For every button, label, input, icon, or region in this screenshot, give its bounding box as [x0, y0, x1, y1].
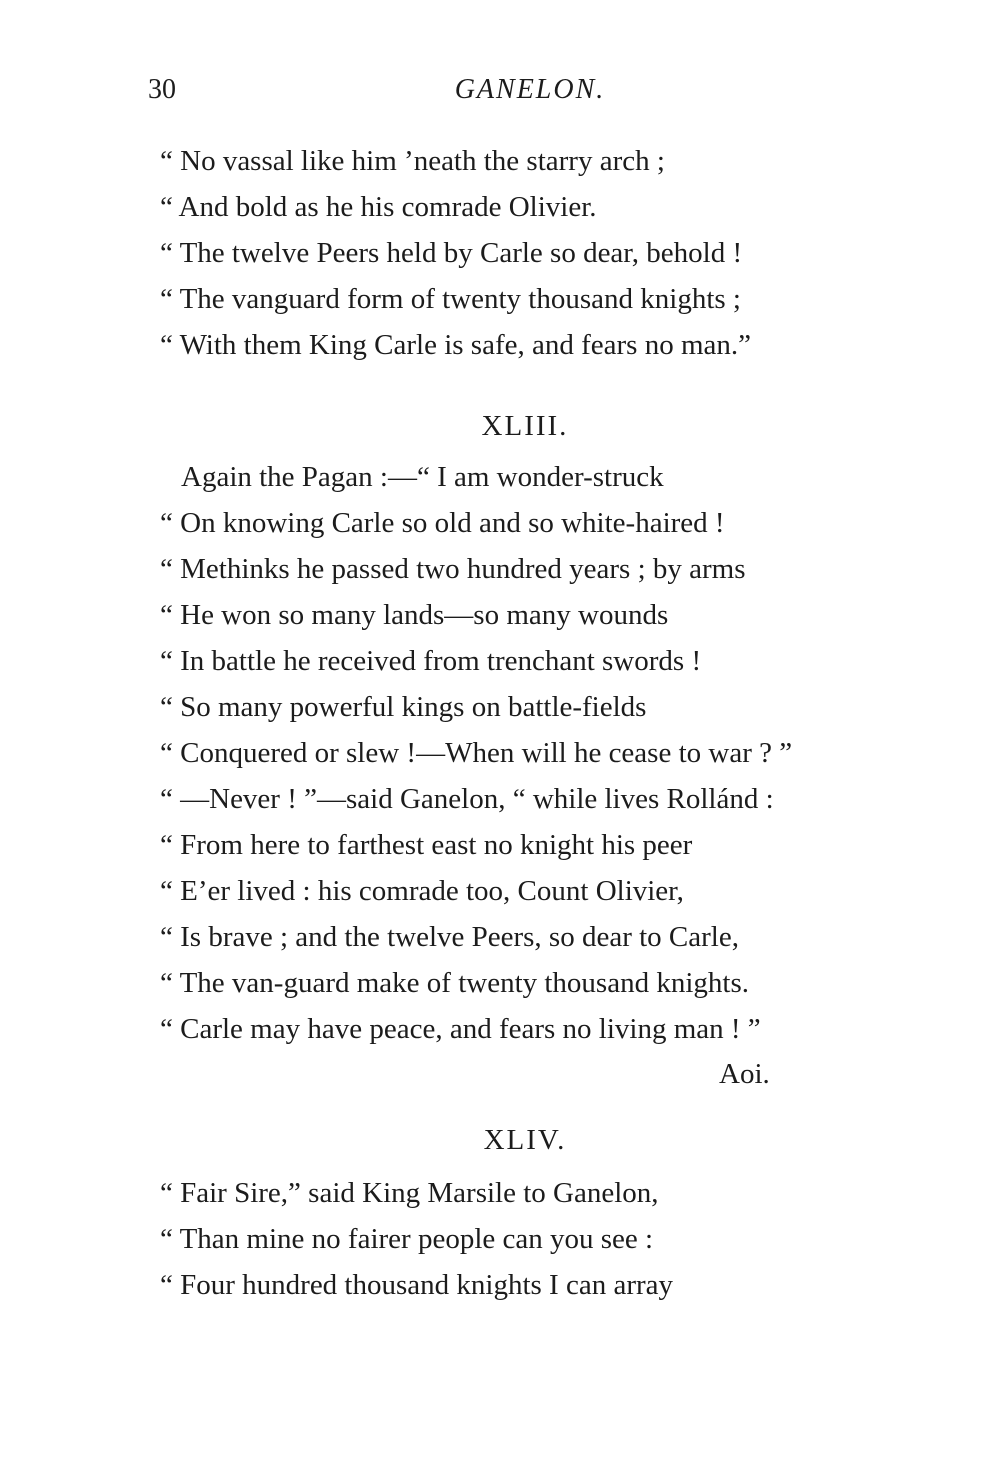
- verse-line: “ The vanguard form of twenty thousand knights ;: [160, 283, 741, 315]
- verse-line: “ On knowing Carle so old and so white-haired !: [160, 507, 725, 539]
- verse-line: “ With them King Carle is safe, and fears no man.”: [160, 329, 752, 361]
- verse-line: “ Carle may have peace, and fears no living man ! ”: [160, 1013, 761, 1045]
- verse-line: “ From here to farthest east no knight his peer: [160, 829, 693, 861]
- section-heading-xliv: [0, 1124, 1000, 1157]
- verse-line: “ Four hundred thousand knights I can array: [160, 1269, 674, 1301]
- verse-line: Again the Pagan :—“ I am wonder-struck: [181, 461, 664, 493]
- verse-line: “ He won so many lands—so many wounds: [160, 599, 669, 631]
- section-heading-text: XLIII.: [481, 410, 569, 442]
- verse-line: “ Fair Sire,” said King Marsile to Ganelon,: [160, 1177, 659, 1209]
- verse-line: “ The van-guard make of twenty thousand knights.: [160, 967, 749, 999]
- verse-line: “ Is brave ; and the twelve Peers, so dear to Carle,: [160, 921, 739, 953]
- verse-line: “ —Never ! ”—said Ganelon, “ while lives Rollánd :: [160, 783, 774, 815]
- verse-line: “ Than mine no fairer people can you see :: [160, 1223, 654, 1255]
- verse-line: “ No vassal like him ’neath the starry arch ;: [160, 145, 665, 177]
- verse-line: “ Methinks he passed two hundred years ; by arms: [160, 553, 746, 585]
- page-number: 30: [148, 74, 176, 105]
- verse-line: “ In battle he received from trenchant swords !: [160, 645, 702, 677]
- verse-line: “ E’er lived : his comrade too, Count Olivier,: [160, 875, 684, 907]
- refrain-aoi: Aoi.: [719, 1058, 770, 1090]
- verse-line: “ So many powerful kings on battle-fields: [160, 691, 647, 723]
- verse-line: “ The twelve Peers held by Carle so dear, behold !: [160, 237, 743, 269]
- section-heading-xliii: [0, 410, 1000, 443]
- verse-line: “ Conquered or slew !—When will he cease to war ? ”: [160, 737, 793, 769]
- running-title: GANELON.: [454, 74, 606, 105]
- verse-line: “ And bold as he his comrade Olivier.: [160, 191, 597, 223]
- section-heading-text: XLIV.: [483, 1124, 567, 1156]
- page-header: [140, 74, 880, 110]
